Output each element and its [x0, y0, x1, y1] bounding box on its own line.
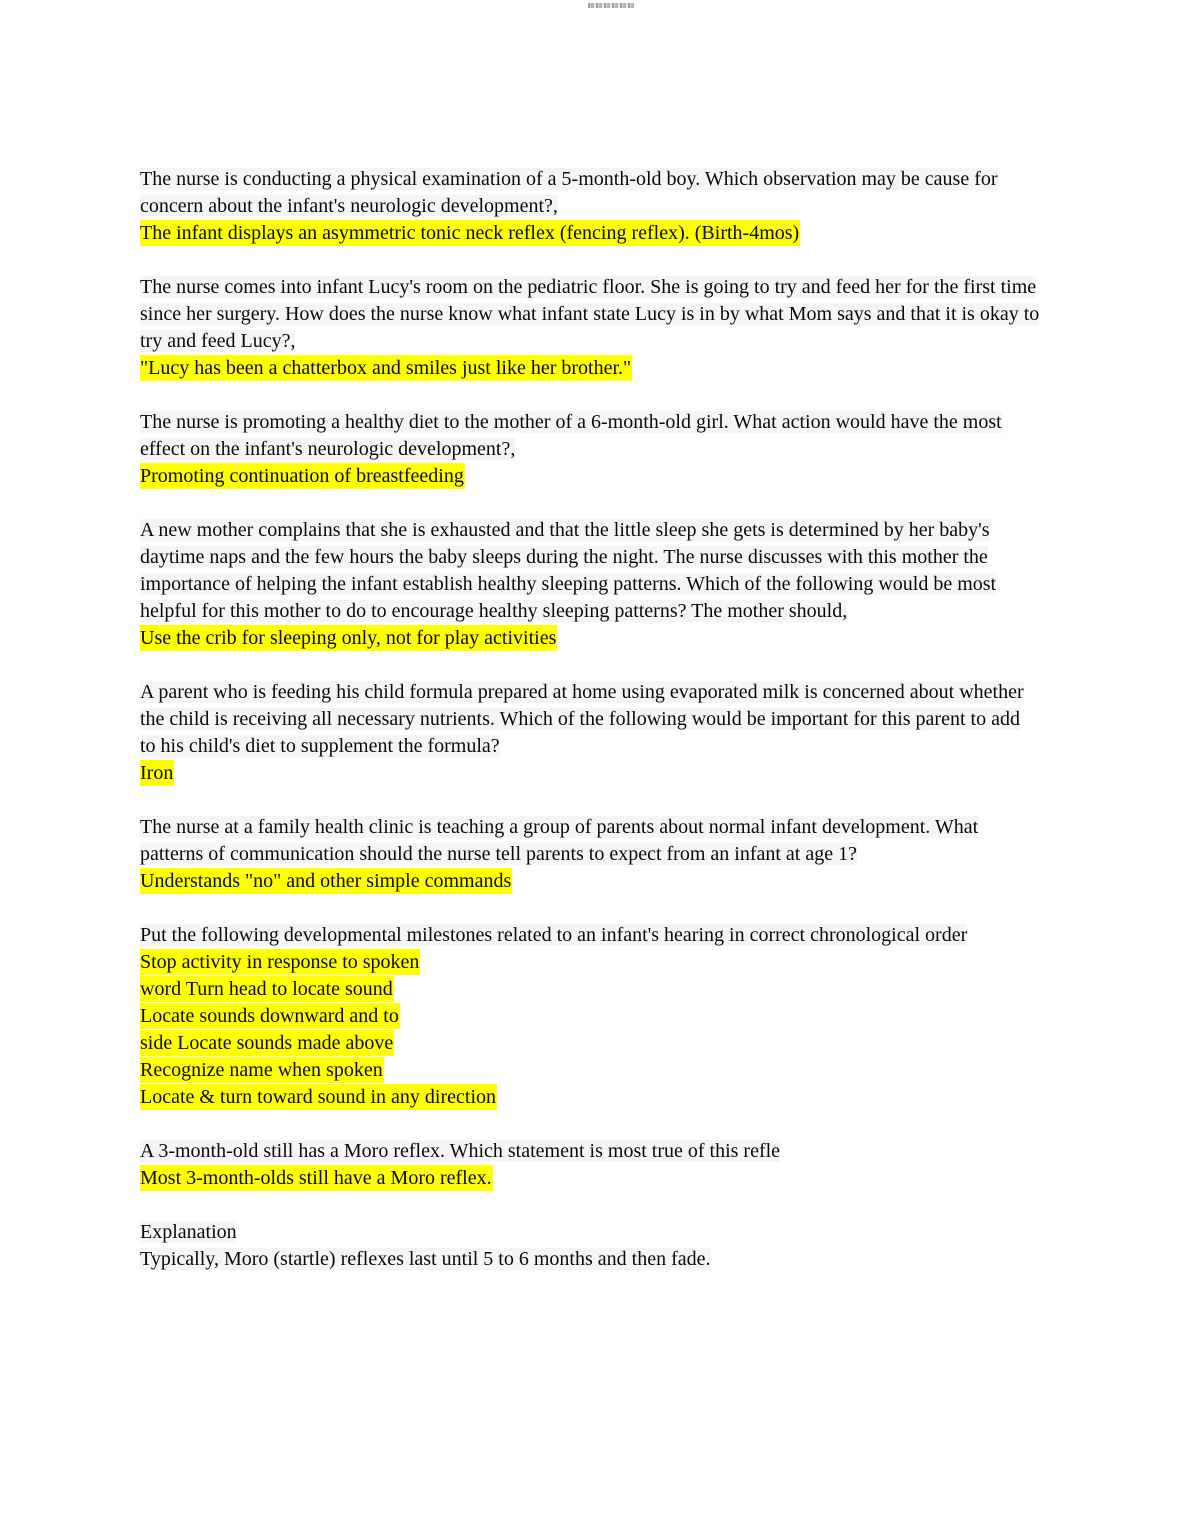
question-text: A parent who is feeding his child formula prepared at home using evaporated milk is concerned about whether the child is receiving all necessary nutrients. Which of the following would be important for this parent to add to his child's diet to supplement the formula?: [140, 681, 1024, 757]
highlighted-answer: "Lucy has been a chatterbox and smiles just like her brother.": [140, 357, 632, 379]
question-paragraph: [140, 274, 1040, 355]
question-text: A 3-month-old still has a Moro reflex. Which statement is most true of this refle: [140, 1140, 781, 1162]
qa-block: [140, 1138, 1040, 1192]
highlighted-answer: Understands "no" and other simple commands: [140, 870, 512, 892]
qa-block: [140, 814, 1040, 895]
qa-block-milestones: [140, 922, 1040, 1111]
explanation-block: [140, 1219, 1040, 1273]
qa-block: [140, 679, 1040, 787]
highlighted-answer: side Locate sounds made above: [140, 1032, 394, 1054]
answer-line: [140, 1165, 1040, 1192]
answer-line: [140, 355, 1040, 382]
question-paragraph: [140, 922, 1040, 949]
highlighted-answer: word Turn head to locate sound: [140, 978, 393, 1000]
qa-block: [140, 274, 1040, 382]
print-header-smudge: [588, 3, 634, 8]
highlighted-answer: Locate sounds downward and to: [140, 1005, 399, 1027]
question-text: A new mother complains that she is exhausted and that the little sleep she gets is determined by her baby's daytime naps and the few hours the baby sleeps during the night. The nurse discusses with this mother the importance of helping the infant establish healthy sleeping patterns. Which of the following would be most helpful for this mother to do to encourage healthy sleeping patterns? The mother should,: [140, 519, 997, 622]
explanation-label: Explanation: [140, 1221, 237, 1243]
answer-line: [140, 463, 1040, 490]
question-paragraph: [140, 679, 1040, 760]
answer-line: [140, 949, 1040, 976]
qa-block: [140, 409, 1040, 490]
highlighted-answer: Recognize name when spoken: [140, 1059, 383, 1081]
question-text: The nurse at a family health clinic is teaching a group of parents about normal infant development. What patterns of communication should the nurse tell parents to expect from an infant at age 1?: [140, 816, 979, 865]
answer-line: [140, 220, 1040, 247]
answer-line: [140, 1084, 1040, 1111]
highlighted-answer: Iron: [140, 762, 174, 784]
explanation-text: Typically, Moro (startle) reflexes last until 5 to 6 months and then fade.: [140, 1248, 711, 1270]
explanation-label-line: [140, 1219, 1040, 1246]
question-text: Put the following developmental milestones related to an infant's hearing in correct chronological order: [140, 924, 968, 946]
question-paragraph: [140, 1138, 1040, 1165]
question-text: The nurse is conducting a physical examination of a 5-month-old boy. Which observation may be cause for concern about the infant's neurologic development?,: [140, 168, 998, 217]
document-content: [140, 166, 1040, 1300]
highlighted-answer: Locate & turn toward sound in any direction: [140, 1086, 497, 1108]
answer-line: [140, 868, 1040, 895]
highlighted-answer: The infant displays an asymmetric tonic neck reflex (fencing reflex). (Birth-4mos): [140, 222, 800, 244]
question-text: The nurse is promoting a healthy diet to the mother of a 6-month-old girl. What action would have the most effect on the infant's neurologic development?,: [140, 411, 1002, 460]
explanation-text-line: [140, 1246, 1040, 1273]
answer-line: [140, 760, 1040, 787]
qa-block: [140, 166, 1040, 247]
answer-line: [140, 1003, 1040, 1030]
answer-line: [140, 625, 1040, 652]
question-paragraph: [140, 814, 1040, 868]
highlighted-answer: Use the crib for sleeping only, not for play activities: [140, 627, 557, 649]
question-paragraph: [140, 166, 1040, 220]
answer-line: [140, 1030, 1040, 1057]
question-paragraph: [140, 409, 1040, 463]
qa-block: [140, 517, 1040, 652]
question-text: The nurse comes into infant Lucy's room on the pediatric floor. She is going to try and feed her for the first time since her surgery. How does the nurse know what infant state Lucy is in by what Mom says and that it is okay to try and feed Lucy?,: [140, 276, 1040, 352]
answer-line: [140, 1057, 1040, 1084]
highlighted-answer: Promoting continuation of breastfeeding: [140, 465, 464, 487]
highlighted-answer: Stop activity in response to spoken: [140, 951, 420, 973]
answer-line: [140, 976, 1040, 1003]
question-paragraph: [140, 517, 1040, 625]
highlighted-answer: Most 3-month-olds still have a Moro reflex.: [140, 1167, 492, 1189]
